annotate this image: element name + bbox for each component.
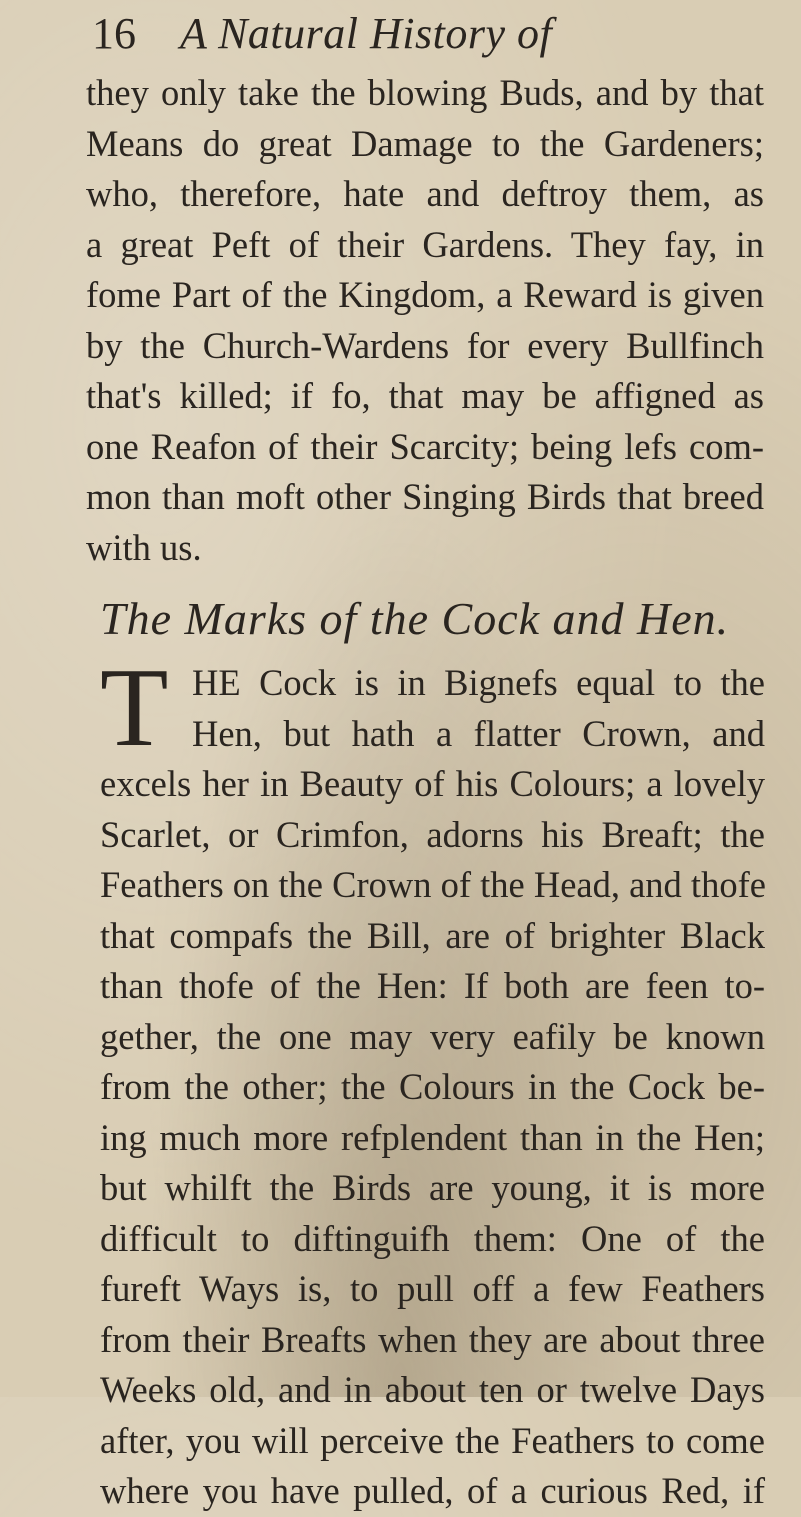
page-header bbox=[92, 8, 732, 68]
text-line: with us. bbox=[86, 526, 202, 568]
text-line: they only take the blowing Buds, and by that bbox=[86, 72, 764, 113]
text-line: excels her in Beauty of his Colours; a lovely bbox=[100, 763, 765, 804]
text-line: difficult to diftinguifh them: One of the bbox=[100, 1217, 765, 1259]
text-line: gether, the one may very eafily be known bbox=[100, 1015, 765, 1057]
text-line: Hen, but hath a flatter Crown, and bbox=[192, 712, 765, 754]
text-line: but whilft the Birds are young, it is more bbox=[100, 1167, 765, 1208]
text-line: Feathers on the Crown of the Head, and thofe bbox=[100, 864, 766, 905]
running-title: A Natural History of bbox=[180, 9, 553, 58]
page-number: 16 bbox=[92, 9, 136, 58]
section-heading: The Marks of the Cock and Hen. bbox=[100, 593, 730, 644]
drop-cap: T bbox=[100, 646, 169, 770]
text-line: HE Cock is in Bignefs equal to the bbox=[192, 662, 765, 703]
text-line: Weeks old, and in about ten or twelve Days bbox=[100, 1369, 765, 1410]
text-line: one Reafon of their Scarcity; being lefs com- bbox=[86, 425, 764, 467]
text-line: mon than moft other Singing Birds that breed bbox=[86, 476, 764, 517]
text-line: that's killed; if fo, that may be affigned as bbox=[86, 375, 764, 416]
text-line: a great Peft of their Gardens. They fay, in bbox=[86, 223, 764, 265]
text-line: after, you will perceive the Feathers to come bbox=[100, 1419, 765, 1461]
text-line: who, therefore, hate and deftroy them, as bbox=[86, 173, 764, 214]
text-line: from their Breafts when they are about three bbox=[100, 1318, 765, 1360]
text-line: from the other; the Colours in the Cock be- bbox=[100, 1066, 765, 1107]
text-line: that compafs the Bill, are of brighter Black bbox=[100, 914, 765, 956]
text-line: by the Church-Wardens for every Bullfinch bbox=[86, 324, 764, 366]
text-line: Scarlet, or Crimfon, adorns his Breaft; the bbox=[100, 813, 765, 855]
text-line: Means do great Damage to the Gardeners; bbox=[86, 122, 764, 164]
paragraph-cock-and-hen bbox=[100, 658, 765, 1517]
text-line: fome Part of the Kingdom, a Reward is given bbox=[86, 274, 764, 315]
text-line: fureft Ways is, to pull off a few Feathers bbox=[100, 1268, 765, 1309]
text-line: than thofe of the Hen: If both are feen to- bbox=[100, 965, 765, 1006]
paragraph-bullfinch-damage bbox=[86, 68, 764, 573]
text-line: ing much more refplendent than in the Hen; bbox=[100, 1116, 765, 1158]
text-line: where you have pulled, of a curious Red, if bbox=[100, 1470, 765, 1511]
